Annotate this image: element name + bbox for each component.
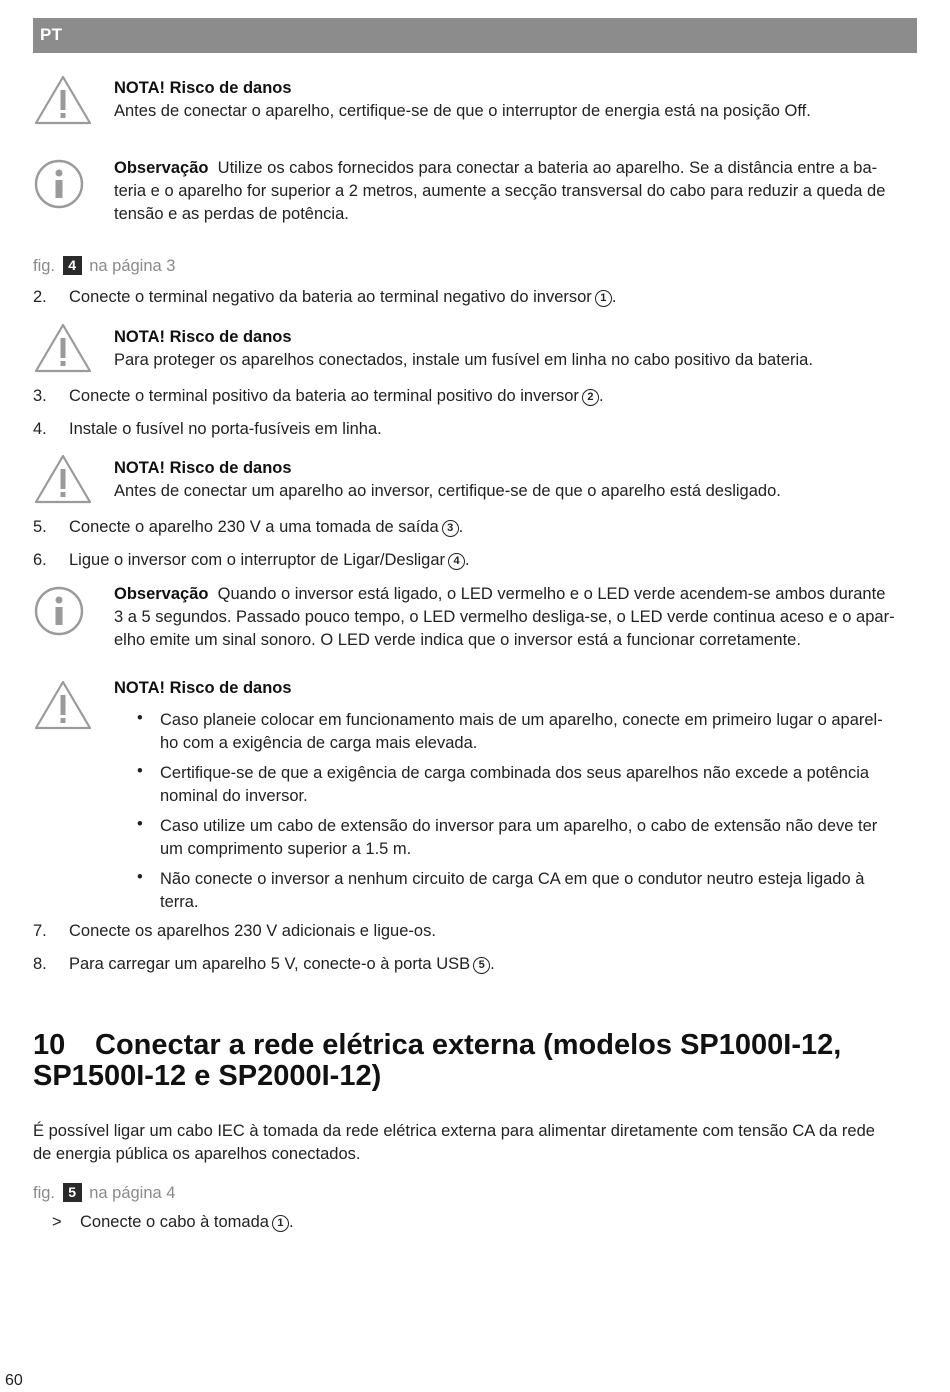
info-icon (33, 585, 85, 637)
note-body: Antes de conectar o aparelho, certifique-se de que o interruptor de energia está na posição Off. (114, 102, 811, 120)
observation-line-2: teria e o aparelho for superior a 2 metros, aumente a secção transversal do cabo para reduzir a queda de (114, 182, 886, 200)
section-heading (33, 1030, 923, 1092)
callout-circle: 5 (473, 957, 490, 974)
section-paragraph: É possível ligar um cabo IEC à tomada da rede elétrica externa para alimentar diretamente com tensão CA da rede de energia pública os aparelhos conectados. (33, 1122, 875, 1163)
step-number: 3. (33, 387, 47, 405)
step-text: Conecte o terminal negativo da bateria ao terminal negativo do inversor 1 . (69, 288, 617, 306)
step-text: Conecte os aparelhos 230 V adicionais e ligue-os. (69, 922, 436, 940)
bullet-dot: • (137, 709, 143, 727)
observation-line-2: 3 a 5 segundos. Passado pouco tempo, o LED vermelho desliga-se, o LED verde continua aceso e o apar- (114, 608, 895, 626)
observation-line-1: Quando o inversor está ligado, o LED vermelho e o LED verde acendem-se ambos durante (217, 585, 886, 603)
step-text: Conecte o cabo à tomada 1 . (80, 1213, 294, 1231)
note-title: NOTA! Risco de danos (114, 679, 292, 697)
language-label: PT (40, 25, 63, 44)
step-text: Conecte o aparelho 230 V a uma tomada de saída 3 . (69, 518, 464, 536)
step-text: Ligue o inversor com o interruptor de Ligar/Desligar 4 . (69, 551, 470, 569)
observation-line-1: Utilize os cabos fornecidos para conectar a bateria ao aparelho. Se a distância entre a ba- (217, 159, 878, 177)
section-number: 10 (33, 1029, 66, 1061)
callout-circle: 1 (595, 290, 612, 307)
step-marker: > (52, 1213, 62, 1231)
bullet-item: Certifique-se de que a exigência de carga combinada dos seus aparelhos não excede a potência nominal do inversor. (160, 764, 870, 805)
step-text: Instale o fusível no porta-fusíveis em linha. (69, 420, 382, 438)
step-number: 6. (33, 551, 47, 569)
step-text: Para carregar um aparelho 5 V, conecte-o à porta USB 5 . (69, 955, 495, 973)
section-title-line-2: SP1500I-12 e SP2000I-12) (33, 1060, 382, 1092)
step-number: 5. (33, 518, 47, 536)
info-icon (33, 158, 85, 210)
bullet-dot: • (137, 815, 143, 833)
note-title: NOTA! Risco de danos (114, 79, 292, 97)
step-number: 2. (33, 288, 47, 306)
observation-label: Observação (114, 585, 209, 603)
callout-circle: 3 (442, 520, 459, 537)
figure-reference: fig. 4 na página 3 (33, 257, 176, 275)
note-title: NOTA! Risco de danos (114, 459, 292, 477)
warning-triangle-icon (33, 453, 93, 505)
step-number: 8. (33, 955, 47, 973)
bullet-item: Caso utilize um cabo de extensão do inversor para um aparelho, o cabo de extensão não deve ter um comprimento superior a 1.5 m. (160, 817, 878, 858)
figure-number-badge: 4 (63, 256, 82, 275)
language-header-bar (33, 18, 917, 53)
note-title: NOTA! Risco de danos (114, 328, 292, 346)
warning-triangle-icon (33, 322, 93, 374)
figure-number-badge: 5 (63, 1183, 82, 1202)
observation-line-3: elho emite um sinal sonoro. O LED verde indica que o inversor está a funcionar corretamente. (114, 631, 801, 649)
observation-line-3: tensão e as perdas de potência. (114, 205, 349, 223)
callout-circle: 4 (448, 553, 465, 570)
section-title-line-1: Conectar a rede elétrica externa (modelos SP1000I-12, (95, 1029, 842, 1061)
warning-triangle-icon (33, 679, 93, 731)
callout-circle: 1 (272, 1215, 289, 1232)
note-body: Antes de conectar um aparelho ao inversor, certifique-se de que o aparelho está desligado. (114, 482, 781, 500)
bullet-item: Caso planeie colocar em funcionamento mais de um aparelho, conecte em primeiro lugar o aparel- ho com a exigência de carga mais elevada. (160, 711, 883, 752)
step-number: 4. (33, 420, 47, 438)
figure-reference: fig. 5 na página 4 (33, 1184, 176, 1202)
bullet-dot: • (137, 762, 143, 780)
callout-circle: 2 (582, 389, 599, 406)
note-body: Para proteger os aparelhos conectados, instale um fusível em linha no cabo positivo da bateria. (114, 351, 813, 369)
warning-triangle-icon (33, 74, 93, 126)
bullet-dot: • (137, 868, 143, 886)
observation-label: Observação (114, 159, 209, 177)
step-text: Conecte o terminal positivo da bateria ao terminal positivo do inversor 2 . (69, 387, 604, 405)
step-number: 7. (33, 922, 47, 940)
bullet-item: Não conecte o inversor a nenhum circuito de carga CA em que o condutor neutro esteja ligado à terra. (160, 870, 865, 911)
page-number: 60 (5, 1372, 23, 1389)
